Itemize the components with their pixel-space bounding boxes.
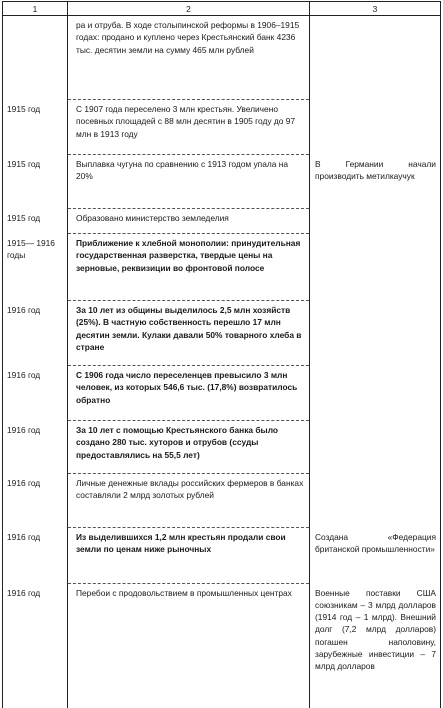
- year-cell: 1915 год: [3, 155, 68, 209]
- table-row: [3, 100, 441, 155]
- table-row: [3, 474, 441, 528]
- column-header-2: 2: [68, 2, 310, 16]
- world-cell: [310, 474, 441, 528]
- event-cell: Из выделившихся 1,2 млн крестьян продали свои земли по ценам ниже рыночных: [68, 528, 310, 584]
- table-row: [3, 209, 441, 234]
- table-row: [3, 421, 441, 474]
- table-row: [3, 301, 441, 366]
- event-cell: С 1907 года переселено 3 млн крестьян. Увеличено посевных площадей с 88 млн десятин в 1905 году до 97 млн в 1913 году: [68, 100, 310, 155]
- world-cell: [310, 421, 441, 474]
- table-row: [3, 584, 441, 708]
- world-cell: [310, 209, 441, 234]
- year-cell: 1915 год: [3, 209, 68, 234]
- event-cell: За 10 лет из общины выделилось 2,5 млн хозяйств (25%). В частную собственность перешло 17 млн десятин земли. Кулаки давали 50% товарного хлеба в стране: [68, 301, 310, 366]
- year-cell: 1915— 1916 годы: [3, 234, 68, 301]
- table-row: [3, 16, 441, 100]
- chronology-table: [2, 1, 441, 708]
- table-header-row: [3, 2, 441, 16]
- table-row: [3, 366, 441, 421]
- year-cell: [3, 16, 68, 100]
- world-cell: Создана «Федерация британской промышленности»: [310, 528, 441, 584]
- column-header-3: 3: [310, 2, 441, 16]
- event-cell: С 1906 года число переселенцев превысило 3 млн человек, из которых 546,6 тыс. (17,8%) возвратилось обратно: [68, 366, 310, 421]
- event-cell: Личные денежные вклады российских фермеров в банках составляли 2 млрд золотых рублей: [68, 474, 310, 528]
- year-cell: 1916 год: [3, 301, 68, 366]
- world-cell: В Германии начали производить метилкаучук: [310, 155, 441, 209]
- event-cell: ра и отруба. В ходе столыпинской реформы в 1906–1915 годах: продано и куплено через Крестьянский банк 4236 тыс. десятин земли на сумму 465 млн рублей: [68, 16, 310, 100]
- year-cell: 1916 год: [3, 584, 68, 708]
- event-cell: Образовано министерство земледелия: [68, 209, 310, 234]
- table-row: [3, 528, 441, 584]
- table-row: [3, 155, 441, 209]
- year-cell: 1916 год: [3, 421, 68, 474]
- event-cell: Перебои с продовольствием в промышленных центрах: [68, 584, 310, 708]
- column-header-1: 1: [3, 2, 68, 16]
- year-cell: 1916 год: [3, 528, 68, 584]
- table-row: [3, 234, 441, 301]
- event-cell: Приближение к хлебной монополии: принудительная государственная разверстка, твердые цены на зерновые, реквизиции во фронтовой полосе: [68, 234, 310, 301]
- event-cell: Выплавка чугуна по сравнению с 1913 годом упала на 20%: [68, 155, 310, 209]
- world-cell: [310, 234, 441, 301]
- world-cell: [310, 301, 441, 366]
- year-cell: 1916 год: [3, 474, 68, 528]
- year-cell: 1915 год: [3, 100, 68, 155]
- world-cell: [310, 16, 441, 100]
- world-cell: [310, 366, 441, 421]
- year-cell: 1916 год: [3, 366, 68, 421]
- event-cell: За 10 лет с помощью Крестьянского банка было создано 280 тыс. хуторов и отрубов (ссуды предоставлялись на 55,5 лет): [68, 421, 310, 474]
- world-cell: Военные поставки США союзникам – 3 млрд долларов (1914 год – 1 млрд). Внешний долг (7,2 млрд долларов) погашен наполовину, зарубежные инвестиции – 7 млрд долларов: [310, 584, 441, 708]
- world-cell: [310, 100, 441, 155]
